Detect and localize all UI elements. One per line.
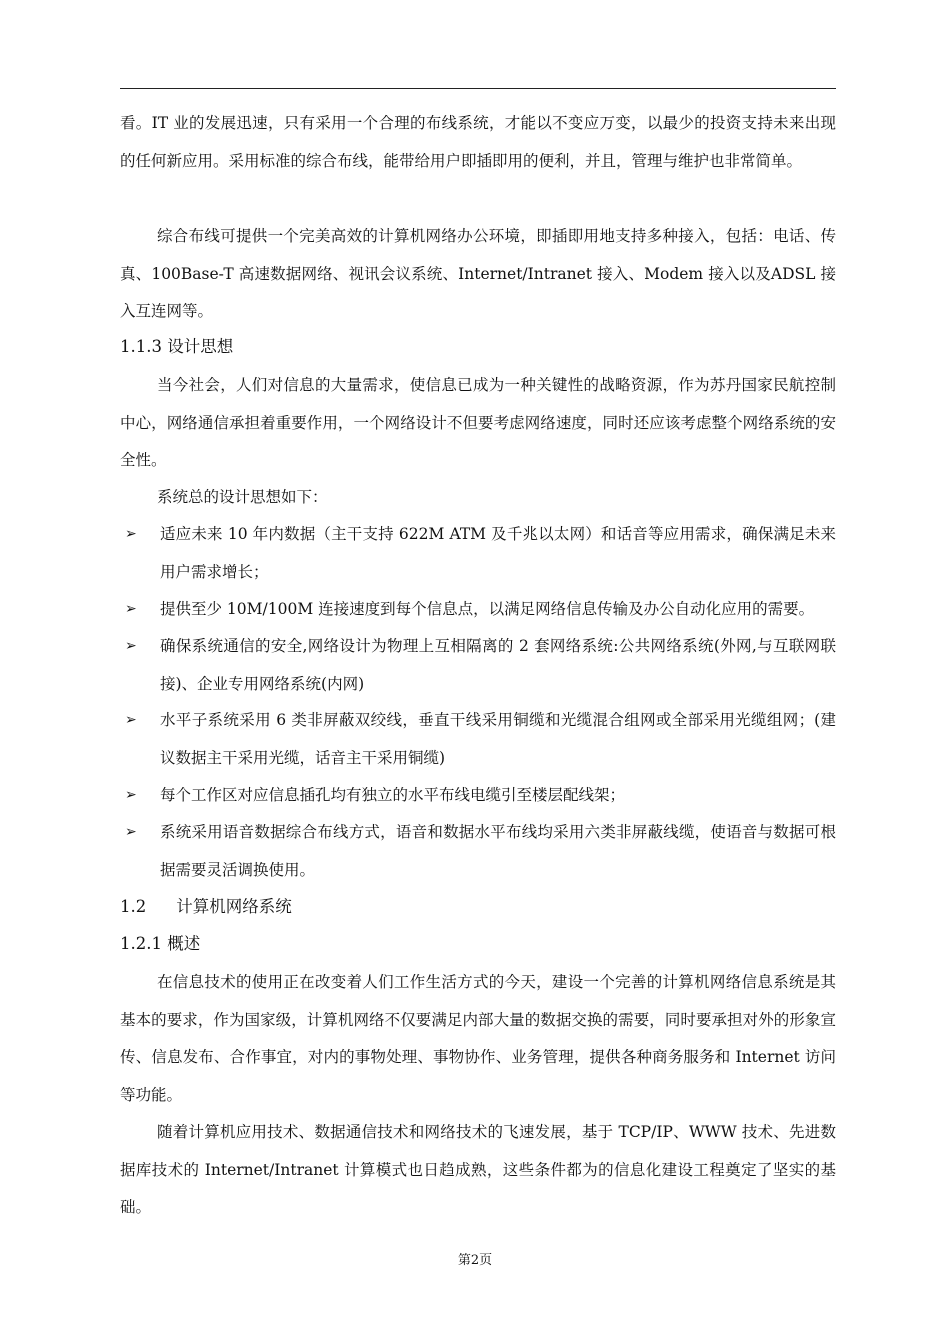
heading-1-1-3: 1.1.3 设计思想 [120,337,234,356]
bullet-item: 适应未来 10 年内数据（主干支持 622M ATM 及千兆以太网）和话音等应用需求，确保满足未来用户需求增长； [160,525,836,581]
bullet-item: 确保系统通信的安全,网络设计为物理上互相隔离的 2 套网络系统:公共网络系统(外网,与互联网联接)、企业专用网络系统(内网) [160,637,836,693]
bullet-item: 提供至少 10M/100M 连接速度到每个信息点，以满足网络信息传输及办公自动化应用的需要。 [160,600,815,618]
heading-1-2-1: 1.2.1 概述 [120,934,201,953]
bullet-marker-icon: ➢ [125,787,137,803]
heading-1-2-number: 1.2 [120,897,147,916]
bullet-marker-icon: ➢ [125,638,137,654]
bullet-marker-icon: ➢ [125,526,137,542]
page-number: 第2页 [457,1253,493,1268]
paragraph-cabling-benefits: 综合布线可提供一个完美高效的计算机网络办公环境，即插即用地支持多种接入，包括：电话、传真、100Base-T 高速数据网络、视讯会议系统、Internet/Intranet 接入、Modem 接入以及ADSL 接入互连网等。 [120,227,836,320]
paragraph-design-rationale: 当今社会，人们对信息的大量需求，使信息已成为一种关键性的战略资源，作为苏丹国家民航控制中心，网络通信承担着重要作用，一个网络设计不但要考虑网络速度，同时还应该考虑整个网络系统的安全性。 [120,376,836,469]
bullet-marker-icon: ➢ [125,712,137,728]
paragraph-overview: 在信息技术的使用正在改变着人们工作生活方式的今天，建设一个完善的计算机网络信息系统是其基本的要求，作为国家级，计算机网络不仅要满足内部大量的数据交换的需要，同时要承担对外的形象宣传、信息发布、合作事宜，对内的事物处理、事物协作、业务管理，提供各种商务服务和 Internet 访问等功能。 [120,973,836,1104]
heading-1-2-title: 计算机网络系统 [176,897,292,916]
paragraph-technology-development: 随着计算机应用技术、数据通信技术和网络技术的飞速发展，基于 TCP/IP、WWW 技术、先进数据库技术的 Internet/Intranet 计算模式也日趋成熟，这些条件都为的信息化建设工程奠定了坚实的基础。 [120,1123,836,1216]
bullet-item: 每个工作区对应信息插孔均有独立的水平布线电缆引至楼层配线架； [160,786,626,804]
bullet-item: 系统采用语音数据综合布线方式，语音和数据水平布线均采用六类非屏蔽线缆，使语音与数据可根据需要灵活调换使用。 [160,823,836,879]
heading-1-2 [120,892,292,922]
header-rule [120,88,836,89]
paragraph-it-development: 看。IT 业的发展迅速，只有采用一个合理的布线系统，才能以不变应万变，以最少的投资支持未来出现的任何新应用。采用标准的综合布线，能带给用户即插即用的便利，并且，管理与维护也非常简单。 [120,114,836,170]
bullet-item: 水平子系统采用 6 类非屏蔽双绞线，垂直干线采用铜缆和光缆混合组网或全部采用光缆组网；(建议数据主干采用光缆，话音主干采用铜缆) [160,711,836,767]
bullet-marker-icon: ➢ [125,824,137,840]
paragraph-design-intro: 系统总的设计思想如下： [157,488,328,506]
bullet-marker-icon: ➢ [125,601,137,617]
